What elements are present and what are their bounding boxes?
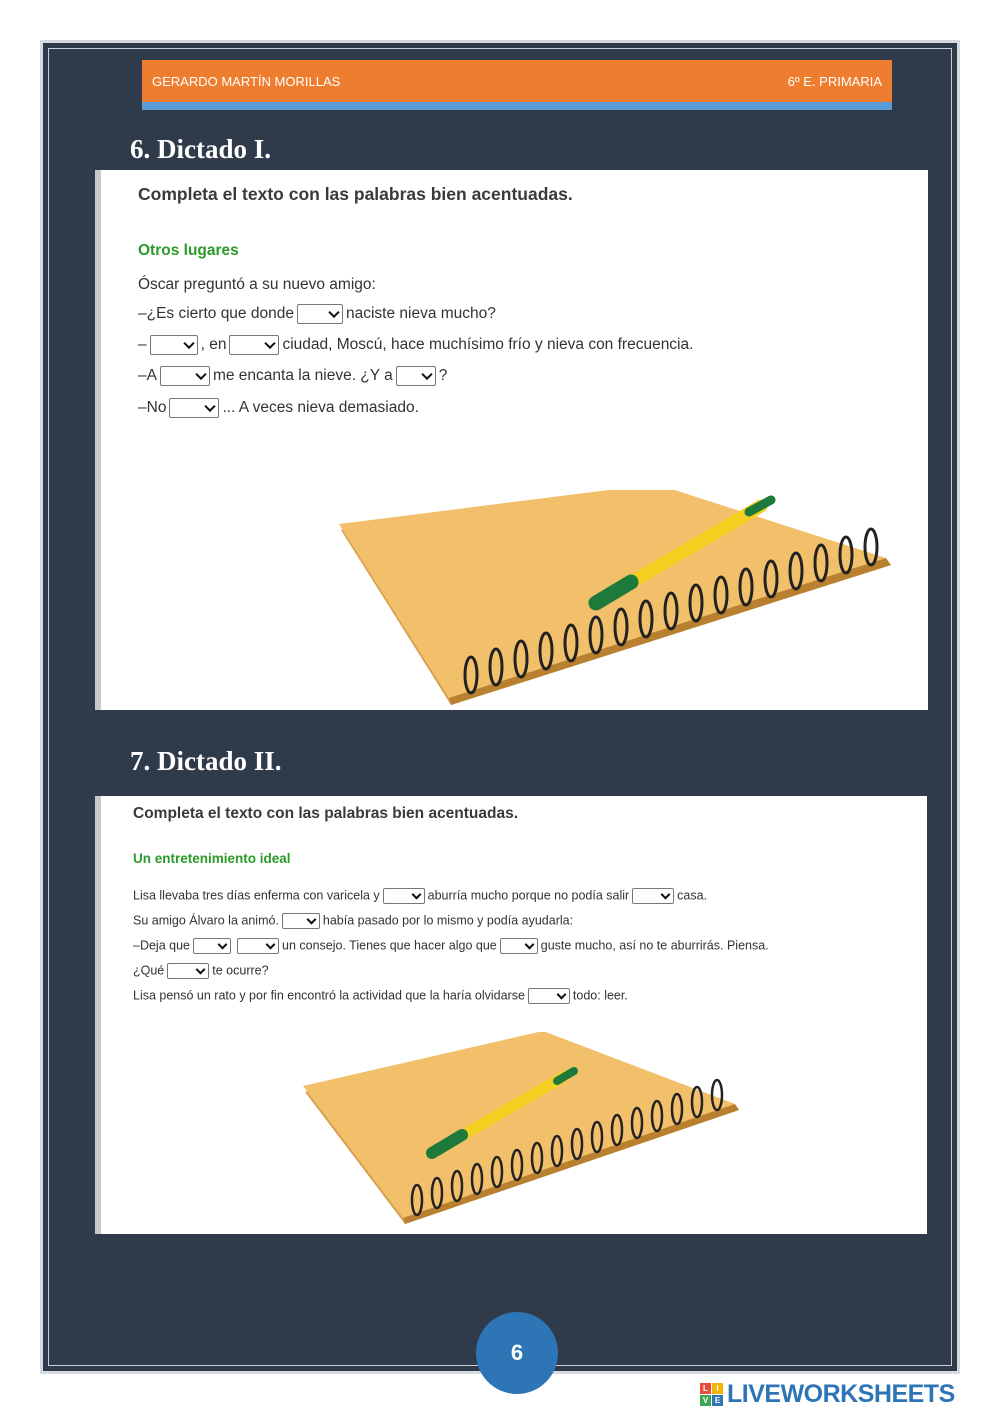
header-grade: 6º E. PRIMARIA: [787, 73, 882, 89]
exercise-subtitle: Un entretenimiento ideal: [133, 851, 291, 866]
text-line: –A me encanta la nieve. ¿Y a ?: [138, 367, 448, 385]
text-line: Lisa pensó un rato y por fin encontró la actividad que la haría olvidarse todo: leer.: [133, 988, 628, 1003]
exercise-panel-1: [95, 170, 928, 710]
answer-dropdown[interactable]: [237, 938, 279, 954]
answer-dropdown[interactable]: [383, 888, 425, 904]
exercise-instruction: Completa el texto con las palabras bien acentuadas.: [138, 184, 573, 204]
answer-dropdown[interactable]: [169, 398, 219, 418]
text-line: – , en ciudad, Moscú, hace muchísimo frío y nieva con frecuencia.: [138, 336, 694, 354]
answer-dropdown[interactable]: [150, 335, 198, 355]
chevron-down-icon: [306, 915, 316, 925]
text-line: –Deja que un consejo. Tienes que hacer algo que guste mucho, así no te aburrirás. Piensa.: [133, 938, 769, 953]
chevron-down-icon: [421, 369, 432, 380]
header-author: GERARDO MARTÍN MORILLAS: [152, 73, 341, 89]
answer-dropdown[interactable]: [160, 366, 210, 386]
chevron-down-icon: [265, 338, 276, 349]
page-header: [142, 60, 892, 102]
chevron-down-icon: [205, 401, 216, 412]
chevron-down-icon: [266, 940, 276, 950]
chevron-down-icon: [661, 890, 671, 900]
text-line: Óscar preguntó a su nuevo amigo:: [138, 276, 376, 293]
exercise-subtitle: Otros lugares: [138, 242, 239, 259]
liveworksheets-logo-icon: L I V E: [700, 1383, 723, 1406]
notebook-pen-illustration: [297, 1032, 747, 1228]
text-line: –¿Es cierto que donde naciste nieva mucho?: [138, 305, 496, 323]
answer-dropdown[interactable]: [528, 988, 570, 1004]
answer-dropdown[interactable]: [282, 913, 320, 929]
answer-dropdown[interactable]: [229, 335, 279, 355]
chevron-down-icon: [411, 890, 421, 900]
section-heading-dictado-2: 7. Dictado II.: [130, 746, 282, 776]
page-number: 6: [476, 1312, 558, 1394]
chevron-down-icon: [183, 338, 194, 349]
chevron-down-icon: [218, 940, 228, 950]
text-line: Lisa llevaba tres días enferma con varicela y aburría mucho porque no podía salir casa.: [133, 888, 708, 903]
section-heading-dictado-1: 6. Dictado I.: [130, 134, 271, 164]
chevron-down-icon: [195, 369, 206, 380]
chevron-down-icon: [524, 940, 534, 950]
chevron-down-icon: [556, 990, 566, 1000]
answer-dropdown[interactable]: [500, 938, 538, 954]
exercise-instruction: Completa el texto con las palabras bien acentuadas.: [133, 805, 519, 822]
notebook-pen-illustration: [331, 490, 911, 710]
answer-dropdown[interactable]: [297, 304, 343, 324]
answer-dropdown[interactable]: [193, 938, 231, 954]
answer-dropdown[interactable]: [396, 366, 436, 386]
chevron-down-icon: [196, 965, 206, 975]
text-line: ¿Qué te ocurre?: [133, 963, 269, 978]
chevron-down-icon: [328, 307, 339, 318]
liveworksheets-brand[interactable]: [700, 1380, 955, 1408]
answer-dropdown[interactable]: [632, 888, 674, 904]
header-stripe: [142, 102, 892, 110]
brand-name: LIVEWORKSHEETS: [727, 1379, 955, 1408]
answer-dropdown[interactable]: [167, 963, 209, 979]
exercise-panel-2: [95, 796, 927, 1234]
text-line: –No ... A veces nieva demasiado.: [138, 399, 419, 417]
text-line: Su amigo Álvaro la animó. había pasado por lo mismo y podía ayudarla:: [133, 913, 574, 928]
